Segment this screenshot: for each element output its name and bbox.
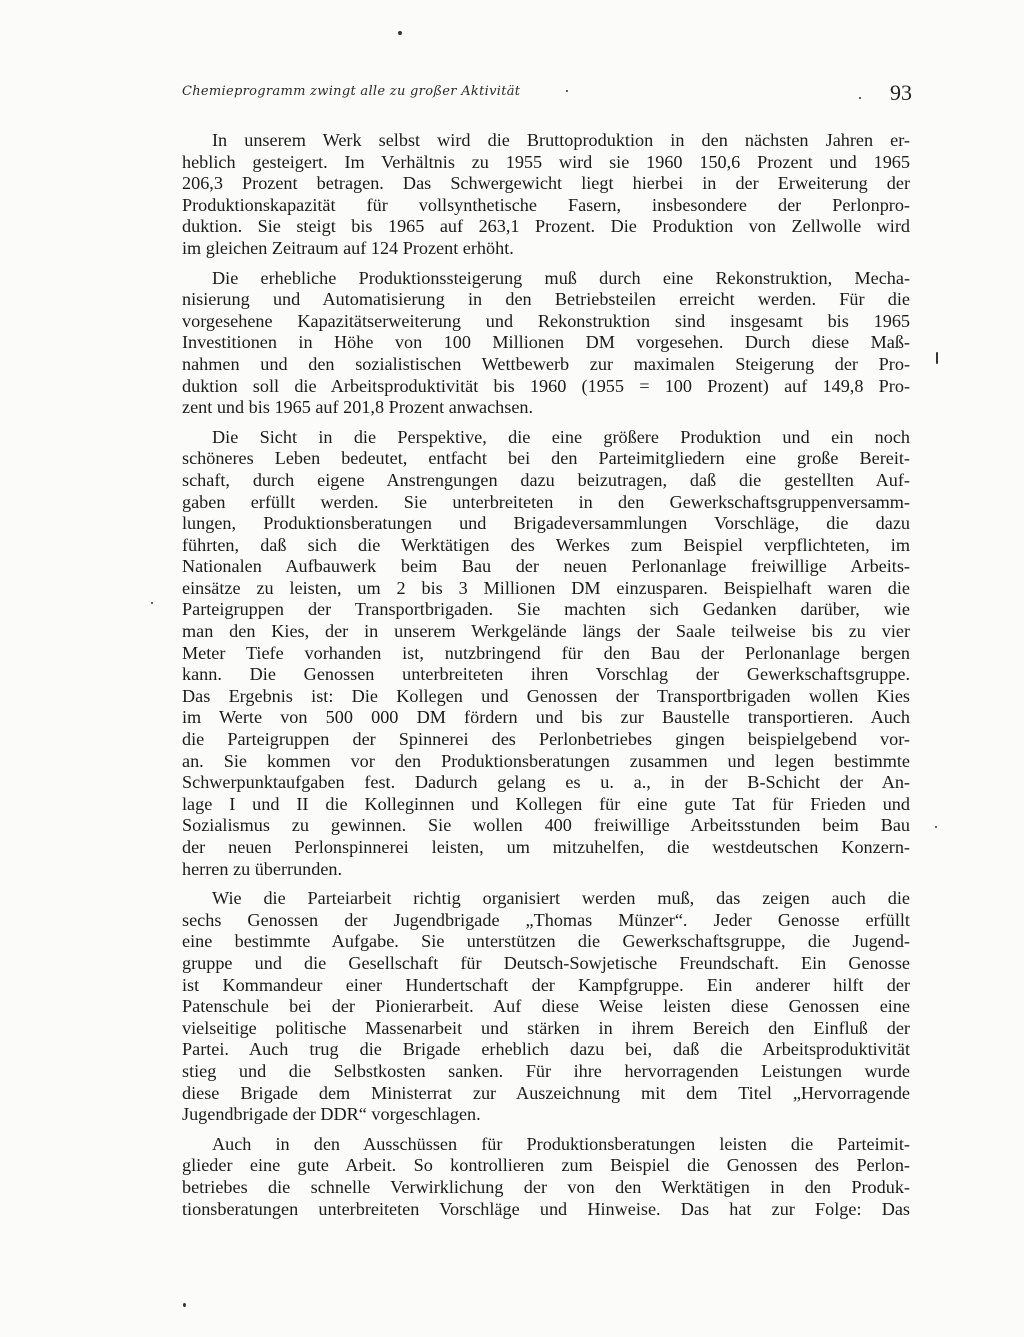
text-line: Parteigruppen der Transportbrigaden. Sie machten sich Gedanken darüber, wie	[182, 599, 910, 620]
text-line: Wie die Parteiarbeit richtig organisiert werden muß, das zeigen auch die	[212, 888, 910, 909]
text-line: duktion. Sie steigt bis 1965 auf 263,1 Prozent. Die Produktion von Zellwolle wird	[182, 216, 910, 237]
text-line: zent und bis 1965 auf 201,8 Prozent anwachsen.	[182, 397, 534, 418]
scan-speck	[183, 1303, 186, 1307]
text-line: duktion soll die Arbeitsproduktivität bis 1960 (1955 = 100 Prozent) auf 149,8 Pro-	[182, 375, 910, 396]
text-line: kann. Die Genossen unterbreiteten ihren Vorschlag der Gewerkschaftsgruppe.	[182, 664, 910, 685]
paragraph	[182, 1134, 910, 1220]
text-line: Investitionen in Höhe von 100 Millionen DM vorgesehen. Durch diese Maß-	[182, 332, 910, 353]
text-line: lungen, Produktionsberatungen und Brigadeversammlungen Vorschläge, die dazu	[182, 513, 910, 534]
text-line: Die Sicht in die Perspektive, die eine größere Produktion und ein noch	[212, 426, 910, 447]
text-line: tionsberatungen unterbreiteten Vorschläge und Hinweise. Das hat zur Folge: Das	[182, 1198, 910, 1219]
running-header	[182, 82, 912, 112]
scan-speck	[935, 826, 937, 828]
text-line: heblich gesteigert. Im Verhältnis zu 1955 wird sie 1960 150,6 Prozent und 1965	[182, 151, 910, 172]
text-line: vorgesehene Kapazitätserweiterung und Rekonstruktion sind insgesamt bis 1965	[182, 310, 910, 331]
text-line: Jugendbrigade der DDR“ vorgeschlagen.	[182, 1104, 481, 1125]
text-line: diese Brigade dem Ministerrat zur Auszeichnung mit dem Titel „Hervorragende	[182, 1082, 910, 1103]
text-line: Die erhebliche Produktionssteigerung muß durch eine Rekonstruktion, Mecha-	[212, 267, 910, 288]
text-line: Sozialismus zu gewinnen. Sie wollen 400 freiwillige Arbeitsstunden beim Bau	[182, 815, 910, 836]
text-line: Nationalen Aufbauwerk beim Bau der neuen Perlonanlage freiwillige Arbeits-	[182, 556, 910, 577]
body-text	[182, 130, 910, 1228]
text-line: der neuen Perlonspinnerei leisten, um mitzuhelfen, die westdeutschen Konzern-	[182, 837, 910, 857]
text-line: glieder eine gute Arbeit. So kontrollieren zum Beispiel die Genossen des Perlon-	[182, 1155, 910, 1176]
paragraph	[182, 427, 910, 880]
text-line: Partei. Auch trug die Brigade erheblich dazu bei, daß die Arbeitsproduktivität	[182, 1039, 910, 1060]
text-line: sechs Genossen der Jugendbrigade „Thomas Münzer“. Jeder Genosse erfüllt	[182, 909, 910, 930]
text-line: gruppe und die Gesellschaft für Deutsch-Sowjetische Freundschaft. Ein Genosse	[182, 952, 910, 973]
text-line: Patenschule bei der Pionierarbeit. Auf diese Weise leisten diese Genossen eine	[182, 996, 910, 1017]
text-line: In unserem Werk selbst wird die Bruttoproduktion in den nächsten Jahren er-	[212, 130, 910, 150]
text-line: betriebes die schnelle Verwirklichung der von den Werktätigen in den Produk-	[182, 1176, 910, 1197]
text-line: man den Kies, der in unserem Werkgelände längs der Saale teilweise bis zu vier	[182, 621, 910, 642]
text-line: ist Kommandeur einer Hundertschaft der Kampfgruppe. Ein anderer hilft der	[182, 974, 910, 995]
paragraph	[182, 888, 910, 1126]
text-line: Produktionskapazität für vollsynthetische Fasern, insbesondere der Perlonpro-	[182, 194, 910, 215]
page-number: 93	[890, 80, 912, 105]
text-line: stieg und die Selbstkosten sanken. Für ihre hervorragenden Leistungen wurde	[182, 1060, 910, 1081]
text-line: gaben erfüllt werden. Sie unterbreiteten in den Gewerkschaftsgruppenversamm-	[182, 491, 910, 512]
text-line: lage I und II die Kolleginnen und Kollegen für eine gute Tat für Frieden und	[182, 793, 910, 814]
scan-speck	[566, 90, 568, 92]
text-line: einsätze zu leisten, um 2 bis 3 Millionen DM einzusparen. Beispielhaft waren die	[182, 577, 910, 598]
scan-speck	[936, 352, 938, 364]
text-line: an. Sie kommen vor den Produktionsberatungen zusammen und legen bestimmte	[182, 750, 910, 771]
text-line: eine bestimmte Aufgabe. Sie unterstützen die Gewerkschaftsgruppe, die Jugend-	[182, 931, 910, 952]
paragraph	[182, 130, 910, 260]
scan-speck	[398, 31, 402, 35]
text-line: führten, daß sich die Werktätigen des Werkes zum Beispiel verpflichteten, im	[182, 534, 910, 555]
running-title: Chemieprogramm zwingt alle zu großer Aktivität	[182, 84, 521, 99]
text-line: im gleichen Zeitraum auf 124 Prozent erhöht.	[182, 237, 514, 258]
text-line: Meter Tiefe vorhanden ist, nutzbringend für den Bau der Perlonanlage bergen	[182, 642, 910, 663]
text-line: herren zu überrunden.	[182, 858, 343, 879]
text-line: die Parteigruppen der Spinnerei des Perlonbetriebes gingen beispielgebend vor-	[182, 729, 910, 750]
paragraph	[182, 268, 910, 419]
text-line: im Werte von 500 000 DM fördern und bis zur Baustelle transportieren. Auch	[182, 707, 910, 728]
scan-speck	[859, 97, 861, 99]
text-line: Schwerpunktaufgaben fest. Dadurch gelang es u. a., in der B-Schicht der An-	[182, 772, 910, 793]
text-line: Auch in den Ausschüssen für Produktionsberatungen leisten die Parteimit-	[212, 1133, 910, 1154]
scan-speck	[151, 602, 153, 604]
text-line: Das Ergebnis ist: Die Kollegen und Genossen der Transportbrigaden wollen Kies	[182, 685, 910, 706]
text-line: vielseitige politische Massenarbeit und stärken in ihrem Bereich den Einfluß der	[182, 1017, 910, 1038]
text-line: schaft, durch eigene Anstrengungen dazu beizutragen, daß die gestellten Auf-	[182, 469, 910, 490]
text-line: nahmen und den sozialistischen Wettbewerb zur maximalen Steigerung der Pro-	[182, 353, 910, 374]
text-line: schöneres Leben bedeutet, entfacht bei den Parteimitgliedern eine große Bereit-	[182, 448, 910, 469]
text-line: 206,3 Prozent betragen. Das Schwergewicht liegt hierbei in der Erweiterung der	[182, 173, 910, 194]
text-line: nisierung und Automatisierung in den Betriebsteilen erreicht werden. Für die	[182, 289, 910, 310]
